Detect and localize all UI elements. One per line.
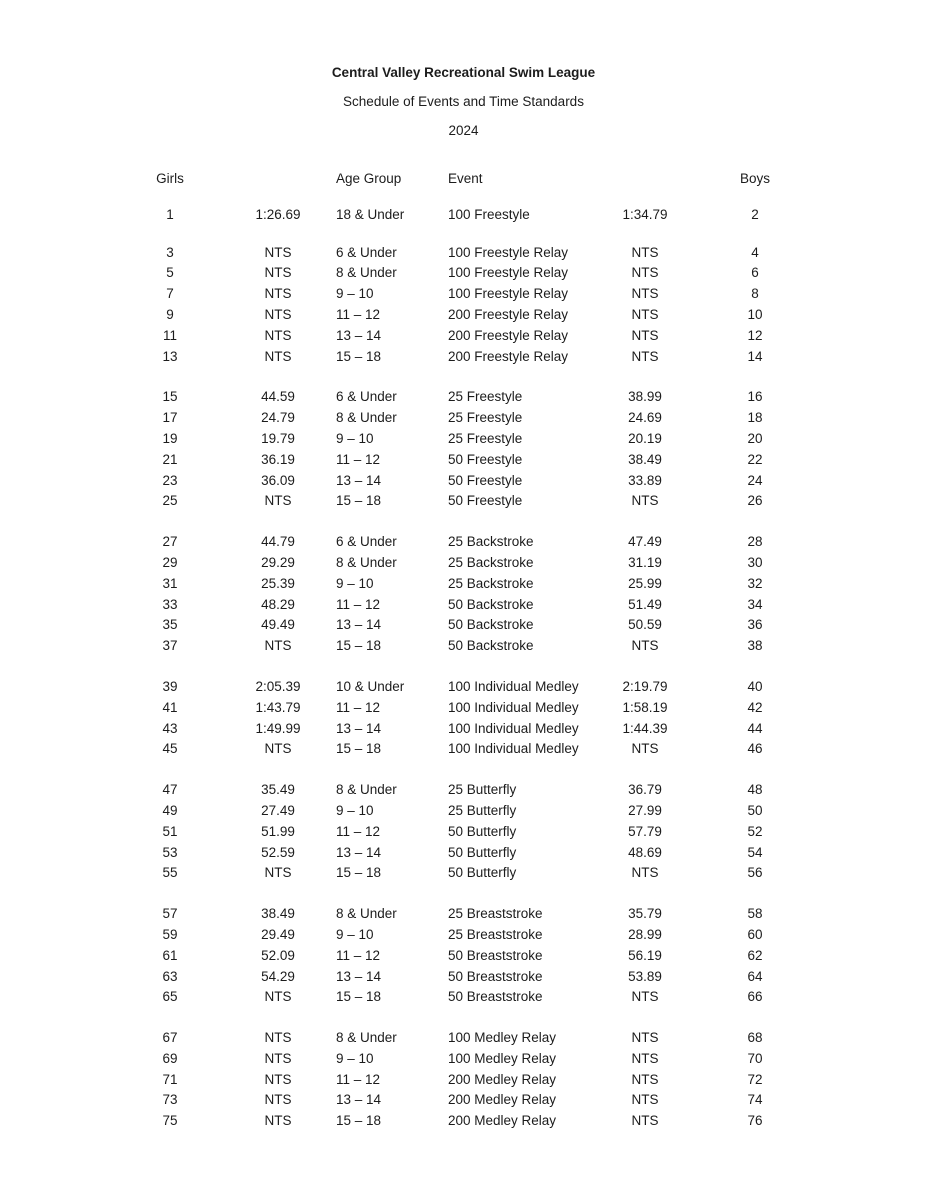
girls-time-standard: 36.09 — [261, 472, 295, 488]
girls-event-number: 71 — [162, 1071, 178, 1087]
boys-time-standard: 51.49 — [628, 596, 662, 612]
girls-event-number: 45 — [162, 741, 178, 757]
girls-time-standard: NTS — [264, 989, 292, 1005]
girls-event-number: 7 — [166, 286, 174, 302]
table-row — [140, 677, 927, 698]
table-row — [140, 698, 927, 719]
event-section — [0, 780, 927, 884]
event-name: 50 Butterfly — [448, 865, 517, 881]
event-name: 50 Freestyle — [448, 451, 523, 467]
event-section — [0, 532, 927, 657]
event-name: 100 Individual Medley — [448, 678, 579, 694]
girls-time-standard: 36.19 — [261, 451, 295, 467]
girls-time-standard: 51.99 — [261, 823, 295, 839]
boys-event-number: 2 — [751, 206, 759, 222]
boys-time-standard: NTS — [631, 865, 659, 881]
event-name: 25 Butterfly — [448, 782, 517, 798]
boys-event-number: 56 — [747, 865, 763, 881]
event-name: 50 Butterfly — [448, 823, 517, 839]
girls-time-standard: NTS — [264, 265, 292, 281]
boys-event-number: 50 — [747, 802, 763, 818]
girls-time-standard: NTS — [264, 348, 292, 364]
girls-event-number: 35 — [162, 617, 178, 633]
table-row — [140, 532, 927, 553]
girls-time-standard: NTS — [264, 306, 292, 322]
event-name: 25 Freestyle — [448, 410, 523, 426]
boys-event-number: 28 — [747, 534, 763, 550]
events-table — [0, 205, 927, 1132]
table-row — [140, 553, 927, 574]
girls-time-standard: 1:43.79 — [255, 699, 301, 715]
girls-time-standard: 27.49 — [261, 802, 295, 818]
boys-time-standard: 1:44.39 — [622, 720, 668, 736]
girls-time-standard: NTS — [264, 865, 292, 881]
girls-event-number: 5 — [166, 265, 174, 281]
boys-time-standard: NTS — [631, 638, 659, 654]
event-name: 25 Backstroke — [448, 575, 534, 591]
table-row — [140, 595, 927, 616]
girls-event-number: 75 — [162, 1113, 178, 1129]
event-name: 100 Freestyle — [448, 206, 530, 222]
age-group: 13 – 14 — [336, 1092, 382, 1108]
boys-time-standard: 35.79 — [628, 906, 662, 922]
age-group: 13 – 14 — [336, 472, 382, 488]
girls-time-standard: NTS — [264, 1113, 292, 1129]
girls-event-number: 49 — [162, 802, 178, 818]
girls-event-number: 9 — [166, 306, 174, 322]
event-name: 50 Backstroke — [448, 617, 534, 633]
age-group: 11 – 12 — [336, 947, 381, 963]
event-name: 25 Breaststroke — [448, 926, 543, 942]
boys-event-number: 30 — [747, 554, 763, 570]
boys-event-number: 18 — [747, 410, 763, 426]
column-header-boys-time-spacer — [600, 169, 690, 190]
column-header-age-group: Age Group — [336, 171, 402, 186]
event-name: 25 Freestyle — [448, 389, 523, 405]
table-row — [140, 491, 927, 512]
event-section — [0, 243, 927, 368]
boys-time-standard: 47.49 — [628, 534, 662, 550]
girls-time-standard: NTS — [264, 638, 292, 654]
boys-event-number: 4 — [751, 244, 759, 260]
girls-event-number: 25 — [162, 493, 178, 509]
boys-time-standard: 33.89 — [628, 472, 662, 488]
table-row — [140, 1070, 927, 1091]
boys-event-number: 74 — [747, 1092, 763, 1108]
event-name: 50 Breaststroke — [448, 989, 543, 1005]
boys-time-standard: NTS — [631, 989, 659, 1005]
boys-event-number: 64 — [747, 968, 763, 984]
event-name: 50 Freestyle — [448, 493, 523, 509]
boys-event-number: 34 — [747, 596, 763, 612]
table-row — [140, 347, 927, 368]
boys-event-number: 72 — [747, 1071, 763, 1087]
girls-event-number: 3 — [166, 244, 174, 260]
event-name: 25 Freestyle — [448, 430, 523, 446]
boys-event-number: 68 — [747, 1030, 763, 1046]
girls-time-standard: 38.49 — [261, 906, 295, 922]
table-row — [140, 843, 927, 864]
girls-time-standard: NTS — [264, 741, 292, 757]
table-row — [140, 719, 927, 740]
table-row — [140, 780, 927, 801]
boys-event-number: 14 — [747, 348, 763, 364]
table-row — [140, 387, 927, 408]
boys-time-standard: NTS — [631, 306, 659, 322]
boys-time-standard: 31.19 — [628, 554, 662, 570]
table-row — [140, 1049, 927, 1070]
boys-event-number: 24 — [747, 472, 763, 488]
girls-time-standard: NTS — [264, 286, 292, 302]
boys-time-standard: 38.99 — [628, 389, 662, 405]
boys-time-standard: 57.79 — [628, 823, 662, 839]
boys-time-standard: NTS — [631, 1113, 659, 1129]
event-section — [0, 205, 927, 226]
girls-time-standard: 29.29 — [261, 554, 295, 570]
girls-time-standard: 52.59 — [261, 844, 295, 860]
event-name: 50 Freestyle — [448, 472, 523, 488]
girls-time-standard: 19.79 — [261, 430, 295, 446]
boys-time-standard: NTS — [631, 1050, 659, 1066]
event-section — [0, 387, 927, 512]
boys-time-standard: 20.19 — [628, 430, 662, 446]
age-group: 10 & Under — [336, 678, 405, 694]
boys-time-standard: NTS — [631, 265, 659, 281]
event-name: 50 Butterfly — [448, 844, 517, 860]
girls-event-number: 67 — [162, 1030, 178, 1046]
boys-event-number: 6 — [751, 265, 759, 281]
boys-time-standard: 36.79 — [628, 782, 662, 798]
girls-event-number: 55 — [162, 865, 178, 881]
event-name: 200 Freestyle Relay — [448, 306, 569, 322]
age-group: 15 – 18 — [336, 493, 382, 509]
event-name: 50 Backstroke — [448, 596, 534, 612]
boys-time-standard: 2:19.79 — [622, 678, 668, 694]
age-group: 8 & Under — [336, 782, 397, 798]
table-row — [140, 408, 927, 429]
age-group: 15 – 18 — [336, 348, 382, 364]
boys-event-number: 62 — [747, 947, 763, 963]
girls-time-standard: NTS — [264, 1071, 292, 1087]
event-name: 25 Backstroke — [448, 534, 534, 550]
column-header-girls: Girls — [156, 171, 184, 186]
boys-time-standard: 1:58.19 — [622, 699, 668, 715]
table-row — [140, 615, 927, 636]
age-group: 13 – 14 — [336, 720, 382, 736]
girls-event-number: 41 — [162, 699, 178, 715]
age-group: 11 – 12 — [336, 1071, 381, 1087]
table-header-row — [140, 169, 927, 190]
boys-event-number: 52 — [747, 823, 763, 839]
boys-event-number: 76 — [747, 1113, 763, 1129]
girls-event-number: 47 — [162, 782, 178, 798]
event-name: 100 Individual Medley — [448, 720, 579, 736]
boys-time-standard: NTS — [631, 286, 659, 302]
event-name: 200 Freestyle Relay — [448, 348, 569, 364]
event-name: 50 Breaststroke — [448, 947, 543, 963]
girls-event-number: 33 — [162, 596, 178, 612]
table-row — [140, 1090, 927, 1111]
table-row — [140, 284, 927, 305]
girls-time-standard: NTS — [264, 244, 292, 260]
boys-event-number: 26 — [747, 493, 763, 509]
age-group: 9 – 10 — [336, 926, 374, 942]
girls-time-standard: 44.59 — [261, 389, 295, 405]
boys-time-standard: NTS — [631, 348, 659, 364]
table-row — [140, 326, 927, 347]
table-row — [140, 904, 927, 925]
document-subtitle: Schedule of Events and Time Standards — [343, 94, 584, 109]
boys-event-number: 70 — [747, 1050, 763, 1066]
table-row — [140, 636, 927, 657]
event-name: 25 Backstroke — [448, 554, 534, 570]
girls-event-number: 61 — [162, 947, 178, 963]
boys-time-standard: 48.69 — [628, 844, 662, 860]
boys-event-number: 66 — [747, 989, 763, 1005]
boys-time-standard: NTS — [631, 741, 659, 757]
boys-event-number: 54 — [747, 844, 763, 860]
event-name: 200 Freestyle Relay — [448, 327, 569, 343]
girls-time-standard: 29.49 — [261, 926, 295, 942]
girls-event-number: 21 — [162, 451, 178, 467]
table-row — [140, 946, 927, 967]
age-group: 18 & Under — [336, 206, 405, 222]
table-row — [140, 205, 927, 226]
girls-time-standard: NTS — [264, 1092, 292, 1108]
girls-time-standard: 49.49 — [261, 617, 295, 633]
boys-time-standard: 53.89 — [628, 968, 662, 984]
girls-time-standard: NTS — [264, 327, 292, 343]
girls-event-number: 69 — [162, 1050, 178, 1066]
table-row — [140, 263, 927, 284]
age-group: 11 – 12 — [336, 596, 381, 612]
girls-time-standard: 52.09 — [261, 947, 295, 963]
girls-event-number: 19 — [162, 430, 178, 446]
girls-time-standard: 25.39 — [261, 575, 295, 591]
event-name: 200 Medley Relay — [448, 1092, 557, 1108]
age-group: 6 & Under — [336, 389, 397, 405]
table-row — [140, 1028, 927, 1049]
table-row — [140, 574, 927, 595]
event-name: 25 Butterfly — [448, 802, 517, 818]
girls-event-number: 17 — [162, 410, 178, 426]
girls-event-number: 29 — [162, 554, 178, 570]
table-row — [140, 471, 927, 492]
boys-time-standard: NTS — [631, 327, 659, 343]
girls-event-number: 15 — [162, 389, 178, 405]
boys-event-number: 44 — [747, 720, 763, 736]
age-group: 13 – 14 — [336, 617, 382, 633]
girls-event-number: 37 — [162, 638, 178, 654]
event-name: 100 Medley Relay — [448, 1030, 557, 1046]
table-row — [140, 739, 927, 760]
age-group: 6 & Under — [336, 244, 397, 260]
age-group: 11 – 12 — [336, 306, 381, 322]
girls-event-number: 1 — [166, 206, 174, 222]
event-section — [0, 904, 927, 1008]
boys-event-number: 8 — [751, 286, 759, 302]
table-row — [140, 863, 927, 884]
age-group: 13 – 14 — [336, 327, 382, 343]
girls-event-number: 39 — [162, 678, 178, 694]
column-header-girls-time-spacer — [200, 169, 336, 190]
girls-time-standard: NTS — [264, 493, 292, 509]
boys-event-number: 46 — [747, 741, 763, 757]
event-name: 100 Medley Relay — [448, 1050, 557, 1066]
boys-event-number: 22 — [747, 451, 763, 467]
age-group: 13 – 14 — [336, 844, 382, 860]
boys-time-standard: 38.49 — [628, 451, 662, 467]
girls-time-standard: 1:26.69 — [255, 206, 301, 222]
boys-time-standard: 25.99 — [628, 575, 662, 591]
boys-time-standard: 24.69 — [628, 410, 662, 426]
boys-time-standard: 50.59 — [628, 617, 662, 633]
girls-event-number: 11 — [162, 327, 177, 343]
girls-event-number: 51 — [162, 823, 178, 839]
table-row — [140, 243, 927, 264]
girls-time-standard: 1:49.99 — [255, 720, 301, 736]
boys-time-standard: NTS — [631, 1092, 659, 1108]
age-group: 15 – 18 — [336, 741, 382, 757]
age-group: 13 – 14 — [336, 968, 382, 984]
event-name: 100 Individual Medley — [448, 741, 579, 757]
age-group: 8 & Under — [336, 265, 397, 281]
boys-time-standard: 27.99 — [628, 802, 662, 818]
boys-time-standard: NTS — [631, 1071, 659, 1087]
event-name: 200 Medley Relay — [448, 1071, 557, 1087]
table-row — [140, 967, 927, 988]
table-row — [140, 925, 927, 946]
girls-event-number: 27 — [162, 534, 178, 550]
girls-event-number: 43 — [162, 720, 178, 736]
boys-event-number: 10 — [747, 306, 763, 322]
girls-time-standard: 44.79 — [261, 534, 295, 550]
event-name: 100 Freestyle Relay — [448, 286, 569, 302]
event-name: 200 Medley Relay — [448, 1113, 557, 1129]
girls-event-number: 23 — [162, 472, 178, 488]
age-group: 6 & Under — [336, 534, 397, 550]
age-group: 15 – 18 — [336, 989, 382, 1005]
table-row — [140, 429, 927, 450]
boys-event-number: 12 — [747, 327, 763, 343]
table-row — [140, 822, 927, 843]
age-group: 9 – 10 — [336, 1050, 374, 1066]
table-row — [140, 450, 927, 471]
boys-time-standard: NTS — [631, 244, 659, 260]
age-group: 9 – 10 — [336, 575, 374, 591]
boys-event-number: 42 — [747, 699, 763, 715]
girls-time-standard: 48.29 — [261, 596, 295, 612]
girls-time-standard: NTS — [264, 1030, 292, 1046]
boys-event-number: 40 — [747, 678, 763, 694]
girls-time-standard: NTS — [264, 1050, 292, 1066]
table-row — [140, 1111, 927, 1132]
table-row — [140, 801, 927, 822]
age-group: 15 – 18 — [336, 865, 382, 881]
document-title: Central Valley Recreational Swim League — [331, 65, 596, 80]
boys-time-standard: 1:34.79 — [622, 206, 668, 222]
age-group: 15 – 18 — [336, 1113, 382, 1129]
boys-event-number: 58 — [747, 906, 763, 922]
girls-event-number: 53 — [162, 844, 178, 860]
girls-event-number: 63 — [162, 968, 178, 984]
event-name: 50 Breaststroke — [448, 968, 543, 984]
boys-event-number: 32 — [747, 575, 763, 591]
document-year: 2024 — [448, 123, 479, 138]
boys-time-standard: NTS — [631, 1030, 659, 1046]
table-row — [140, 305, 927, 326]
event-name: 100 Freestyle Relay — [448, 265, 569, 281]
age-group: 11 – 12 — [336, 823, 381, 839]
girls-event-number: 73 — [162, 1092, 178, 1108]
event-section — [0, 677, 927, 760]
boys-event-number: 16 — [747, 389, 763, 405]
event-name: 100 Freestyle Relay — [448, 244, 569, 260]
girls-event-number: 31 — [162, 575, 178, 591]
age-group: 8 & Under — [336, 410, 397, 426]
girls-event-number: 65 — [162, 989, 178, 1005]
boys-event-number: 36 — [747, 617, 763, 633]
boys-time-standard: 56.19 — [628, 947, 662, 963]
age-group: 11 – 12 — [336, 699, 381, 715]
event-name: 25 Breaststroke — [448, 906, 543, 922]
age-group: 9 – 10 — [336, 286, 374, 302]
age-group: 11 – 12 — [336, 451, 381, 467]
event-name: 50 Backstroke — [448, 638, 534, 654]
girls-event-number: 13 — [162, 348, 178, 364]
event-name: 100 Individual Medley — [448, 699, 579, 715]
girls-time-standard: 2:05.39 — [255, 678, 301, 694]
age-group: 9 – 10 — [336, 802, 374, 818]
column-header-boys: Boys — [739, 171, 770, 186]
age-group: 15 – 18 — [336, 638, 382, 654]
boys-event-number: 20 — [747, 430, 763, 446]
girls-event-number: 59 — [162, 926, 178, 942]
girls-time-standard: 54.29 — [261, 968, 295, 984]
age-group: 8 & Under — [336, 554, 397, 570]
table-row — [140, 987, 927, 1008]
boys-event-number: 38 — [747, 638, 763, 654]
age-group: 8 & Under — [336, 1030, 397, 1046]
event-section — [0, 1028, 927, 1132]
boys-event-number: 60 — [747, 926, 763, 942]
girls-time-standard: 35.49 — [261, 782, 295, 798]
boys-time-standard: 28.99 — [628, 926, 662, 942]
girls-time-standard: 24.79 — [261, 410, 295, 426]
boys-time-standard: NTS — [631, 493, 659, 509]
boys-event-number: 48 — [747, 782, 763, 798]
age-group: 9 – 10 — [336, 430, 374, 446]
girls-event-number: 57 — [162, 906, 178, 922]
column-header-event: Event — [448, 171, 483, 186]
age-group: 8 & Under — [336, 906, 397, 922]
